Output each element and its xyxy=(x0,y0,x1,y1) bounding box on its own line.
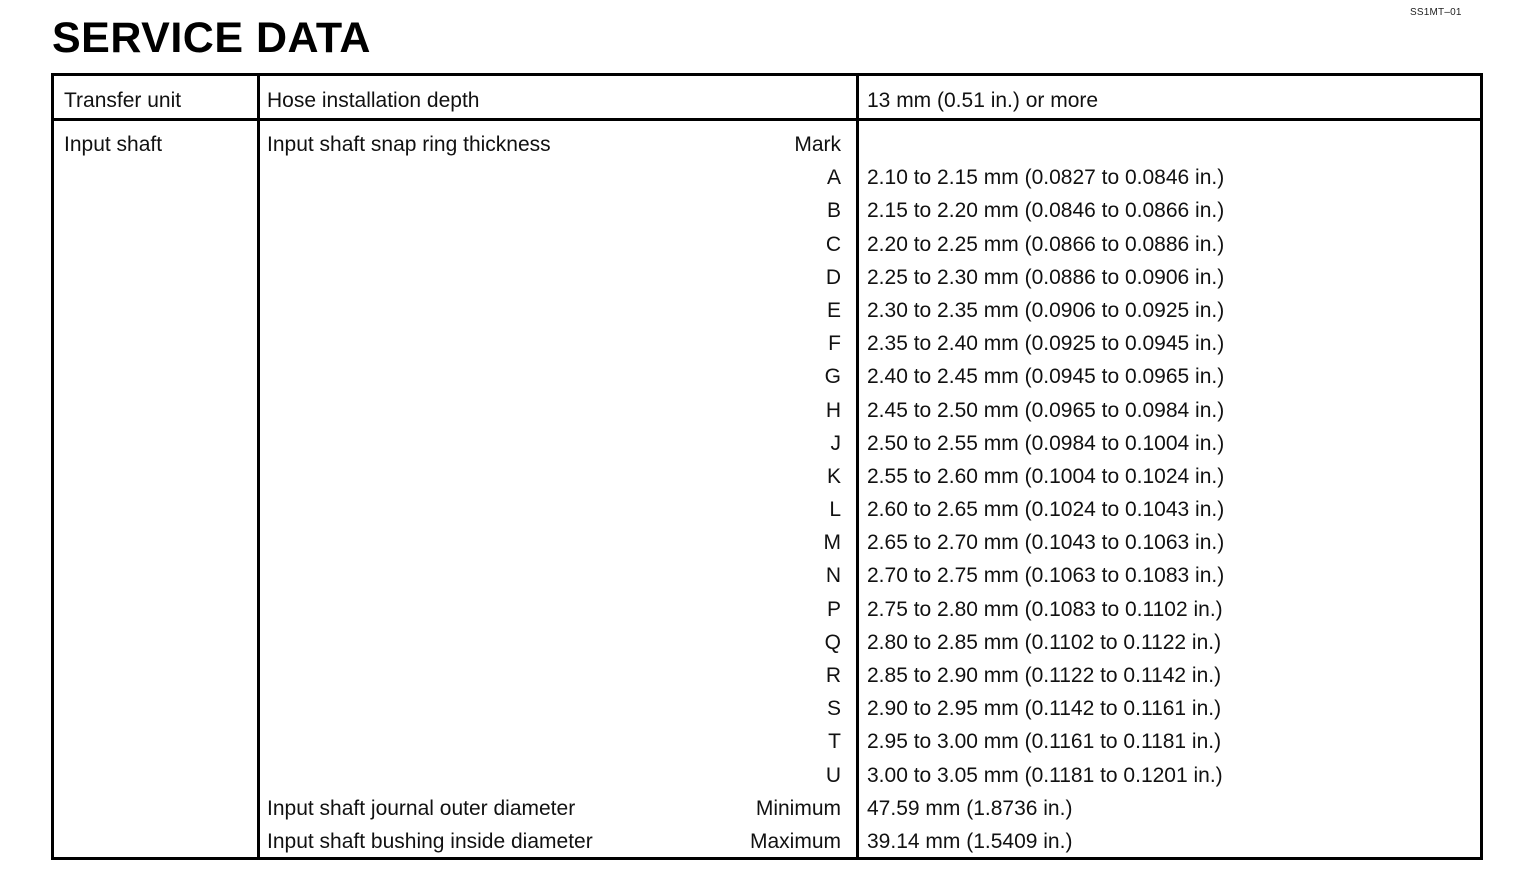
table-row xyxy=(54,659,1480,692)
hose-installation-depth-label: Hose installation depth xyxy=(267,89,480,112)
input-shaft-section xyxy=(54,128,1480,858)
mark-letter: H xyxy=(825,398,841,422)
mark-thickness-value: 2.90 to 2.95 mm (0.1142 to 0.1161 in.) xyxy=(867,697,1222,721)
mark-thickness-value: 3.00 to 3.05 mm (0.1181 to 0.1201 in.) xyxy=(867,763,1223,787)
mark-thickness-value: 2.80 to 2.85 mm (0.1102 to 0.1122 in.) xyxy=(867,630,1222,654)
mark-thickness-value: 2.65 to 2.70 mm (0.1043 to 0.1063 in.) xyxy=(867,531,1225,555)
table-row xyxy=(54,294,1480,327)
mark-thickness-value: 2.50 to 2.55 mm (0.0984 to 0.1004 in.) xyxy=(867,431,1225,455)
mark-letter: D xyxy=(825,265,841,289)
hose-installation-depth-value: 13 mm (0.51 in.) or more xyxy=(867,89,1099,112)
table-row xyxy=(54,327,1480,360)
input-shaft-item: Input shaft xyxy=(64,133,163,156)
mark-letter: A xyxy=(826,166,841,190)
snap-ring-thickness-label: Input shaft snap ring thickness xyxy=(267,133,551,156)
mark-letter: P xyxy=(826,597,841,621)
mark-letter: T xyxy=(828,730,841,754)
mark-thickness-value: 2.70 to 2.75 mm (0.1063 to 0.1083 in.) xyxy=(867,564,1225,588)
table-row xyxy=(54,725,1480,758)
mark-thickness-value: 2.75 to 2.80 mm (0.1083 to 0.1102 in.) xyxy=(867,597,1223,621)
mark-letter: J xyxy=(830,431,841,455)
mark-thickness-value: 2.55 to 2.60 mm (0.1004 to 0.1024 in.) xyxy=(867,464,1225,488)
mark-thickness-value: 2.25 to 2.30 mm (0.0886 to 0.0906 in.) xyxy=(867,265,1225,289)
journal-diameter-qualifier: Minimum xyxy=(755,796,841,820)
mark-letter: K xyxy=(826,464,841,488)
bushing-diameter-label: Input shaft bushing inside diameter xyxy=(267,829,593,853)
table-row xyxy=(54,427,1480,460)
table-row xyxy=(54,128,1480,161)
bushing-diameter-qualifier: Maximum xyxy=(749,829,841,853)
table-row xyxy=(54,493,1480,526)
mark-letter: R xyxy=(825,664,841,687)
table-row xyxy=(54,792,1480,825)
mark-thickness-value: 2.40 to 2.45 mm (0.0945 to 0.0965 in.) xyxy=(867,365,1225,389)
mark-thickness-value: 2.10 to 2.15 mm (0.0827 to 0.0846 in.) xyxy=(867,166,1225,190)
table-row xyxy=(54,593,1480,626)
table-row xyxy=(54,228,1480,261)
document-code: SS1MT–01 xyxy=(1410,7,1462,18)
mark-thickness-value: 2.30 to 2.35 mm (0.0906 to 0.0925 in.) xyxy=(867,298,1225,322)
mark-letter: E xyxy=(826,298,841,322)
mark-letter: B xyxy=(826,199,841,223)
mark-thickness-value: 2.85 to 2.90 mm (0.1122 to 0.1142 in.) xyxy=(867,664,1222,687)
mark-letter: Q xyxy=(824,630,841,654)
journal-diameter-label: Input shaft journal outer diameter xyxy=(267,796,576,820)
table-row xyxy=(54,626,1480,659)
page-title: SERVICE DATA xyxy=(52,14,371,62)
mark-thickness-value: 2.60 to 2.65 mm (0.1024 to 0.1043 in.) xyxy=(867,498,1225,522)
service-data-table xyxy=(51,73,1483,860)
journal-diameter-value: 47.59 mm (1.8736 in.) xyxy=(867,796,1073,820)
table-row xyxy=(54,692,1480,725)
transfer-unit-item: Transfer unit xyxy=(64,89,182,112)
mark-thickness-value: 2.95 to 3.00 mm (0.1161 to 0.1181 in.) xyxy=(867,730,1222,754)
table-row xyxy=(54,460,1480,493)
mark-letter: G xyxy=(824,365,841,389)
table-row xyxy=(54,261,1480,294)
table-row xyxy=(54,559,1480,592)
mark-letter: S xyxy=(826,697,841,721)
mark-header: Mark xyxy=(794,133,841,156)
table-row xyxy=(54,825,1480,858)
mark-letter: M xyxy=(823,531,841,555)
table-row xyxy=(54,360,1480,393)
bushing-diameter-value: 39.14 mm (1.5409 in.) xyxy=(867,829,1073,853)
mark-letter: L xyxy=(829,498,841,522)
mark-thickness-value: 2.45 to 2.50 mm (0.0965 to 0.0984 in.) xyxy=(867,398,1225,422)
mark-thickness-value: 2.35 to 2.40 mm (0.0925 to 0.0945 in.) xyxy=(867,332,1225,356)
mark-letter: F xyxy=(828,332,841,356)
table-row xyxy=(54,161,1480,194)
mark-thickness-value: 2.15 to 2.20 mm (0.0846 to 0.0866 in.) xyxy=(867,199,1225,223)
table-row xyxy=(54,194,1480,227)
table-row xyxy=(54,526,1480,559)
mark-letter: N xyxy=(825,564,841,588)
table-row xyxy=(54,394,1480,427)
mark-letter: C xyxy=(825,232,841,256)
mark-thickness-value: 2.20 to 2.25 mm (0.0866 to 0.0886 in.) xyxy=(867,232,1225,256)
table-row xyxy=(54,759,1480,792)
mark-letter: U xyxy=(825,763,841,787)
